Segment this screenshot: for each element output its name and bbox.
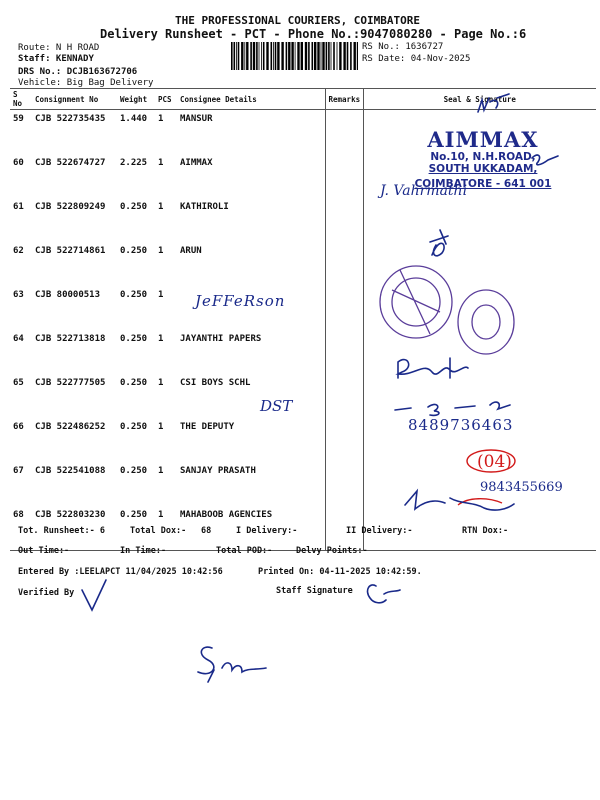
out-time: Out Time:-: [18, 546, 70, 556]
row-consignee: ARUN: [180, 246, 202, 256]
row-pcs: 1: [158, 114, 164, 124]
runsheet-subtitle: Delivery Runsheet - PCT - Phone No.:9047080280 - Page No.:6: [100, 27, 527, 41]
col-header-remarks: Remarks: [325, 89, 363, 110]
row-pcs: 1: [158, 158, 164, 168]
row-sno: 67: [13, 466, 24, 476]
row-sno: 59: [13, 114, 24, 124]
row-consignment-no: CJB 522541088: [35, 466, 106, 476]
row-pcs: 1: [158, 378, 164, 388]
row-consignment-no: CJB 522713818: [35, 334, 106, 344]
red-circle-mark: [467, 450, 515, 472]
drs-label: DRS No.: DCJB163672706: [18, 67, 138, 77]
route-label: Route: N H ROAD: [18, 43, 100, 53]
row-weight: 2.225: [120, 158, 148, 168]
kathiroli-signature: J. Vahrmathi: [380, 183, 468, 199]
printed-on: Printed On: 04-11-2025 10:42:59.: [258, 567, 422, 577]
total-dox-label: Total Dox:-: [130, 526, 187, 536]
col-header-sno: S No: [10, 89, 32, 110]
row-sno: 61: [13, 202, 24, 212]
row-consignee: THE DEPUTY: [180, 422, 235, 432]
signature-mahaboob: [405, 491, 514, 510]
vehicle-label: Vehicle: Big Bag Delivery: [18, 78, 154, 88]
verified-by: Verified By: [18, 588, 75, 598]
stamp-line3: COIMBATORE - 641 001: [414, 178, 552, 190]
rs-number: RS No.: 1636727: [362, 42, 444, 52]
row-sno: 68: [10, 506, 32, 551]
row-pcs: 1: [158, 246, 164, 256]
row-sno: 63: [13, 290, 24, 300]
row-sno: 62: [13, 246, 24, 256]
row-consignment-no: CJB 522777505: [35, 378, 106, 388]
signature-mansur: [478, 94, 509, 112]
row-consignment-no: CJB 522674727: [35, 158, 106, 168]
row-sno: 66: [13, 422, 24, 432]
bottom-signature: [198, 647, 266, 682]
row-pcs: 1: [158, 202, 164, 212]
row-consignment-no: CJB 522714861: [35, 246, 106, 256]
row-consignment-no: CJB 522809249: [35, 202, 106, 212]
row-consignee: JAYANTHI PAPERS: [180, 334, 262, 344]
total-dox-value: 68: [201, 526, 212, 536]
row-pcs: 1: [158, 466, 164, 476]
col-header-consignment: Consignment No: [32, 89, 117, 110]
row-consignee: CSI BOYS SCHL: [180, 378, 251, 388]
row-consignment-no: CJB 80000513: [35, 290, 101, 300]
i-delivery: I Delivery:-: [236, 526, 298, 536]
col-header-seal: Seal & Signature: [363, 89, 596, 110]
row-consignee: AIMMAX: [180, 158, 213, 168]
col-header-weight: Weight: [117, 89, 155, 110]
row-weight: 0.250: [120, 246, 148, 256]
row-consignee: SANJAY PRASATH: [180, 466, 256, 476]
in-time: In Time:-: [120, 546, 167, 556]
row-consignee: MAHABOOB AGENCIES: [177, 506, 325, 551]
row-weight: 0.250: [120, 422, 148, 432]
deputy-handwriting: DST: [260, 397, 293, 415]
row-pcs: 1: [158, 422, 164, 432]
phone-handwriting-2: 9843455669: [480, 480, 563, 495]
staff-label: Staff: KENNADY: [18, 54, 94, 64]
row-weight: 0.250: [120, 202, 148, 212]
row-weight: 0.250: [120, 466, 148, 476]
jayanthi-stamp: [458, 290, 514, 354]
row-pcs: 1: [158, 290, 164, 300]
row-sno: 60: [13, 158, 24, 168]
row-weight: 0.250: [120, 334, 148, 344]
row-consignee: KATHIROLI: [180, 202, 229, 212]
col-header-consignee: Consignee Details: [177, 89, 325, 110]
phone-handwriting-1: 8489736463: [408, 416, 514, 434]
circular-stamp: [380, 266, 452, 338]
signature-deputy: [395, 402, 510, 415]
delvy-points: Delvy Points:-: [296, 546, 368, 556]
row-weight: 0.250: [117, 506, 155, 551]
row-consignee: MANSUR: [180, 114, 213, 124]
jefferson-handwriting: JeFFeRson: [195, 292, 286, 310]
signature-csi: [398, 358, 468, 378]
entered-by: Entered By :LEELAPCT 11/04/2025 10:42:56: [18, 567, 223, 577]
signature-aimmax: [532, 155, 558, 165]
stamp-name: AIMMAX: [427, 127, 539, 152]
row-weight: 0.250: [120, 290, 148, 300]
stamp-line1: No.10, N.H.ROAD,: [430, 151, 536, 163]
signature-arun: [430, 230, 448, 256]
row-pcs: 1: [155, 506, 177, 551]
rtn-dox: RTN Dox:-: [462, 526, 509, 536]
row-sno: 65: [13, 378, 24, 388]
rs-date: RS Date: 04-Nov-2025: [362, 54, 471, 64]
ii-delivery: II Delivery:-: [346, 526, 413, 536]
row-weight: 0.250: [120, 378, 148, 388]
total-pod: Total POD:-: [216, 546, 273, 556]
col-header-pcs: PCS: [155, 89, 177, 110]
verified-signature: [82, 580, 106, 610]
row-consignment-no: CJB 522803230: [32, 506, 117, 551]
staff-signature-mark: [368, 585, 400, 603]
row-consignment-no: CJB 522486252: [35, 422, 106, 432]
stamp-line2: SOUTH UKKADAM,: [428, 163, 538, 175]
company-title: THE PROFESSIONAL COURIERS, COIMBATORE: [175, 14, 421, 27]
tot-runsheet: Tot. Runsheet:- 6: [18, 526, 105, 536]
red-handwriting: (04): [477, 452, 512, 472]
row-sno: 64: [13, 334, 24, 344]
staff-signature-label: Staff Signature: [276, 586, 353, 596]
row-consignment-no: CJB 522735435: [35, 114, 106, 124]
row-weight: 1.440: [120, 114, 148, 124]
row-pcs: 1: [158, 334, 164, 344]
